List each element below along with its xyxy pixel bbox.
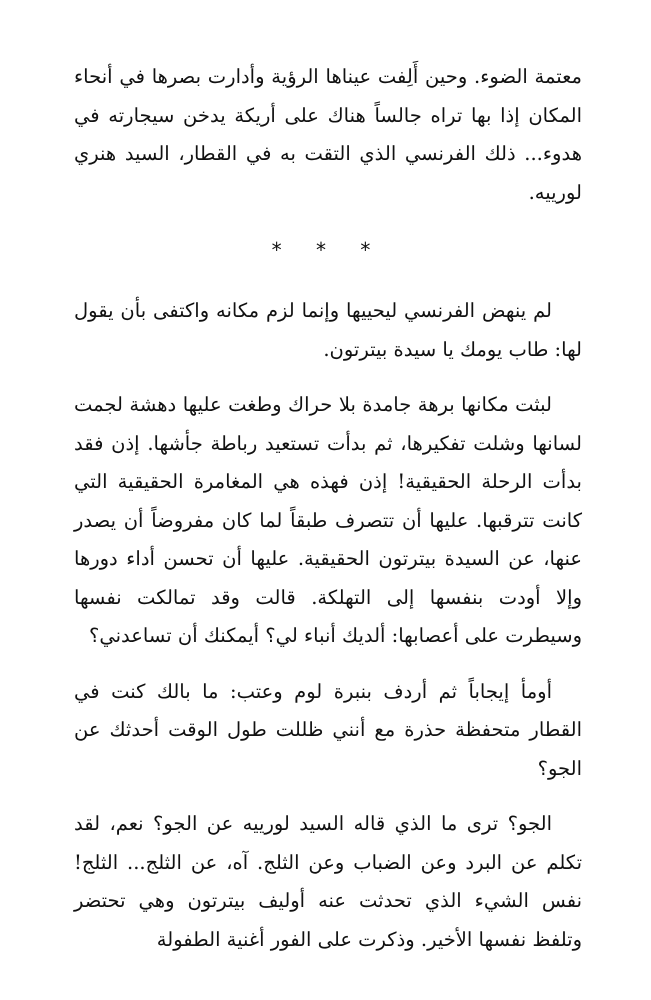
paragraph-5: الجو؟ ترى ما الذي قاله السيد لورييه عن الجو؟ نعم، لقد تكلم عن البرد وعن الضباب وعن الثلج. آه، عن الثلج... الثلج! نفس الشيء الذي تحدثت عنه أوليف بيترتون وهي تحتضر وتلفظ نفسها الأخير. وذكرت على الفور أغنية الطفولة <box>74 812 582 951</box>
paragraph-3: لبثت مكانها برهة جامدة بلا حراك وطغت عليها دهشة لجمت لسانها وشلت تفكيرها، ثم بدأت تستعيد رباطة جأشها. إذن فقد بدأت الرحلة الحقيقية! إذن فهذه هي المغامرة الحقيقية التي كانت تترقبها. عليها أن تتصرف طبقاً لما كان مفروضاً أن يصدر عنها، عن السيدة بيترتون الحقيقية. عليها أن تحسن أداء دورها وإلا أودت بنفسها إلى التهلكة. قالت وقد تمالكت نفسها وسيطرت على أعصابها: ألديك أنباء لي؟ أيمكنك أن تساعدني؟ <box>74 393 582 647</box>
paragraph-2: لم ينهض الفرنسي ليحييها وإنما لزم مكانه واكتفى بأن يقول لها: طاب يومك يا سيدة بيترتون. <box>74 299 582 361</box>
section-separator: * * * <box>271 238 385 262</box>
book-page <box>74 58 582 978</box>
paragraph-4: أومأ إيجاباً ثم أردف بنبرة لوم وعتب: ما بالك كنت في القطار متحفظة حذرة مع أنني ظللت طول الوقت أحدثك عن الجو؟ <box>74 679 582 780</box>
paragraph-1: معتمة الضوء. وحين أَلِفت عيناها الرؤية وأدارت بصرها في أنحاء المكان إذا بها تراه جالساً هناك على أريكة يدخن سيجارته في هدوء... ذلك الفرنسي الذي التقت به في القطار، السيد هنري لورييه. <box>74 65 582 204</box>
